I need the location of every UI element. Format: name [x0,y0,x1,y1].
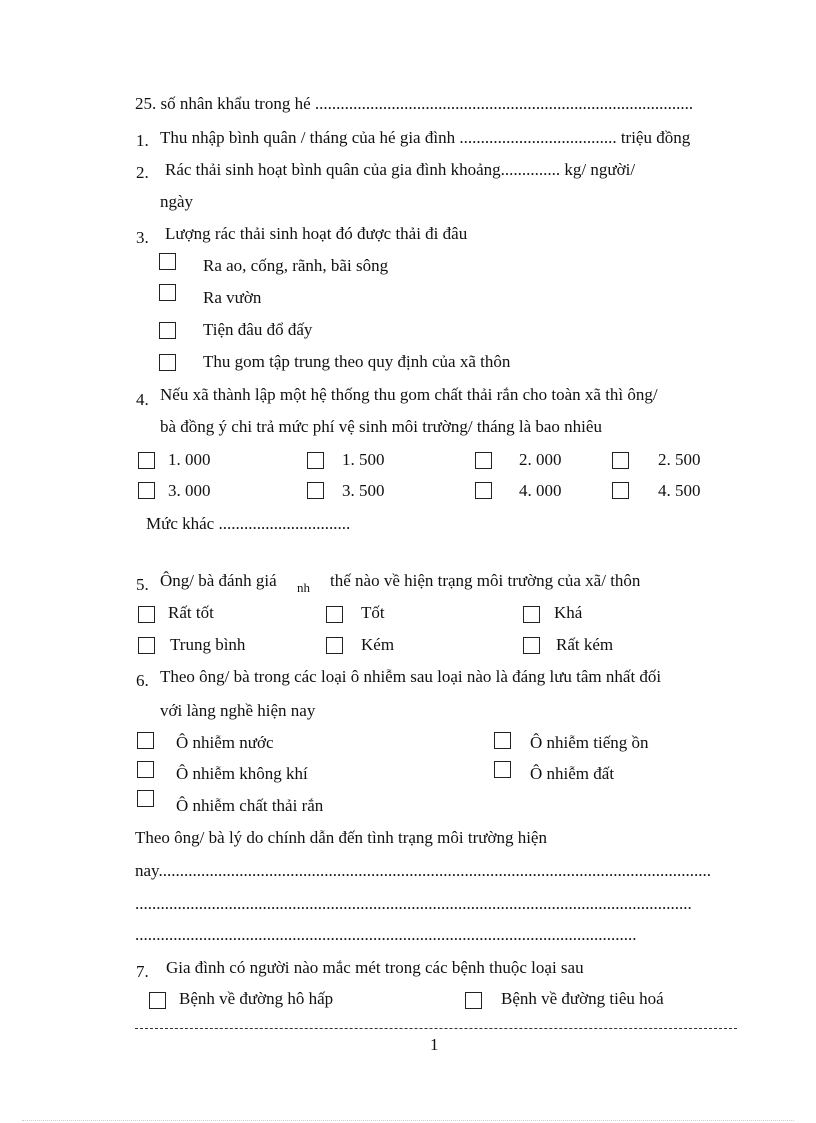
q4-option-2000-checkbox[interactable] [475,452,492,469]
q4-option-3500-label: 3. 500 [342,481,385,500]
q4-option-4000-label: 4. 000 [519,481,562,500]
q4-option-3000-label: 3. 000 [168,481,211,500]
page-number: 1 [430,1035,439,1054]
q5-option-fair-label: Khá [554,603,583,622]
q25-line: 25. số nhân khẩu trong hé ......................................................................................... [135,94,694,113]
q5-number: 5. [136,575,149,594]
q3-option-4-checkbox[interactable] [159,354,176,371]
q7-option-respiratory-label: Bệnh về đường hô hấp [179,989,334,1008]
q5-option-good-checkbox[interactable] [326,606,343,623]
q3-option-3-checkbox[interactable] [159,322,176,339]
q4-option-1500-checkbox[interactable] [307,452,324,469]
q3-option-2-label: Ra vườn [203,288,262,307]
q6-reason-line1 [135,828,737,848]
q5-option-poor-checkbox[interactable] [326,637,343,654]
q6-reason-line4: ...................................................................................................................... [135,925,637,944]
q7-option-respiratory-checkbox[interactable] [149,992,166,1009]
q1-text: Thu nhập bình quân / tháng của hé gia đình ..................................... triệu đồng [160,128,691,147]
q5-option-very-good-checkbox[interactable] [138,606,155,623]
q4-option-2500-checkbox[interactable] [612,452,629,469]
q6-reason-line2: nay.................................................................................................................................. [135,861,711,880]
q3-option-2-checkbox[interactable] [159,284,176,301]
q3-option-3-label: Tiện đâu đổ đấy [203,320,313,339]
q6-line1: Theo ông/ bà trong các loại ô nhiễm sau loại nào là đáng lưu tâm nhất đối [160,667,662,686]
q4-option-4500-checkbox[interactable] [612,482,629,499]
q2-line1-text: Rác thải sinh hoạt bình quân của gia đình khoảng.............. kg/ người/ [165,160,636,179]
q3-option-1-checkbox[interactable] [159,253,176,270]
q4-option-2500-label: 2. 500 [658,450,701,469]
q7-text: Gia đình có người nào mắc mét trong các bệnh thuộc loại sau [166,958,584,977]
q4-option-2000-label: 2. 000 [519,450,562,469]
q5-option-fair-checkbox[interactable] [523,606,540,623]
q3-option-1-label: Ra ao, cống, rãnh, bãi sông [203,256,389,275]
q7-option-digestive-checkbox[interactable] [465,992,482,1009]
q6-option-noise-checkbox[interactable] [494,732,511,749]
q4-option-3500-checkbox[interactable] [307,482,324,499]
q3-number: 3. [136,228,149,247]
q6-option-air-checkbox[interactable] [137,761,154,778]
q4-option-1000-label: 1. 000 [168,450,211,469]
q6-option-water-checkbox[interactable] [137,732,154,749]
q5-option-poor-label: Kém [361,635,395,654]
q4-option-1500-label: 1. 500 [342,450,385,469]
q7-option-digestive-label: Bệnh về đường tiêu hoá [501,989,664,1008]
q4-option-1000-checkbox[interactable] [138,452,155,469]
q6-line2: với làng nghề hiện nay [160,701,316,720]
q5-option-very-poor-checkbox[interactable] [523,637,540,654]
q5-option-very-good-label: Rất tốt [168,603,214,622]
q4-option-4500-label: 4. 500 [658,481,701,500]
q3-option-4-label: Thu gom tập trung theo quy định của xã thôn [203,352,511,371]
q2-line2: ngày [160,192,194,211]
q4-line2: bà đồng ý chi trả mức phí vệ sinh môi trường/ tháng là bao nhiêu [160,417,602,436]
q6-option-soil-checkbox[interactable] [494,761,511,778]
q2-line1 [165,160,738,180]
q6-option-soil-label: Ô nhiễm đất [530,764,615,783]
q5-option-very-poor-label: Rất kém [556,635,614,654]
q6-option-air-label: Ô nhiễm không khí [176,764,308,783]
q5-option-good-label: Tốt [361,603,385,622]
q4-number: 4. [136,390,149,409]
q6-option-noise-label: Ô nhiễm tiếng ồn [530,733,649,752]
q6-option-water-label: Ô nhiễm nước [176,733,274,752]
q5-option-average-label: Trung bình [170,635,246,654]
q6-number: 6. [136,671,149,690]
footer-divider [135,1028,737,1029]
q5-text-a: Ông/ bà đánh giá [160,571,277,590]
q6-option-solid-waste-label: Ô nhiễm chất thải rắn [176,796,324,815]
q2-number: 2. [136,163,149,182]
q4-option-4000-checkbox[interactable] [475,482,492,499]
q4-option-3000-checkbox[interactable] [138,482,155,499]
q1-number: 1. [136,131,149,150]
q6-option-solid-waste-checkbox[interactable] [137,790,154,807]
q5-option-average-checkbox[interactable] [138,637,155,654]
q6-reason-line3: ................................................................................................................................... [135,894,692,913]
q5-text-sub: nh [297,580,310,595]
q5-text-b: thế nào về hiện trạng môi trường của xã/ thôn [330,571,641,590]
q6-reason-line1-text: Theo ông/ bà lý do chính dẫn đến tình trạng môi trường hiện [135,828,547,847]
q7-number: 7. [136,962,149,981]
q3-text: Lượng rác thải sinh hoạt đó được thải đi đâu [165,224,468,243]
q4-line1: Nếu xã thành lập một hệ thống thu gom chất thải rắn cho toàn xã thì ông/ [160,385,658,404]
q4-other-amount: Mức khác ............................... [146,514,351,533]
page-bottom-edge [22,1120,794,1121]
